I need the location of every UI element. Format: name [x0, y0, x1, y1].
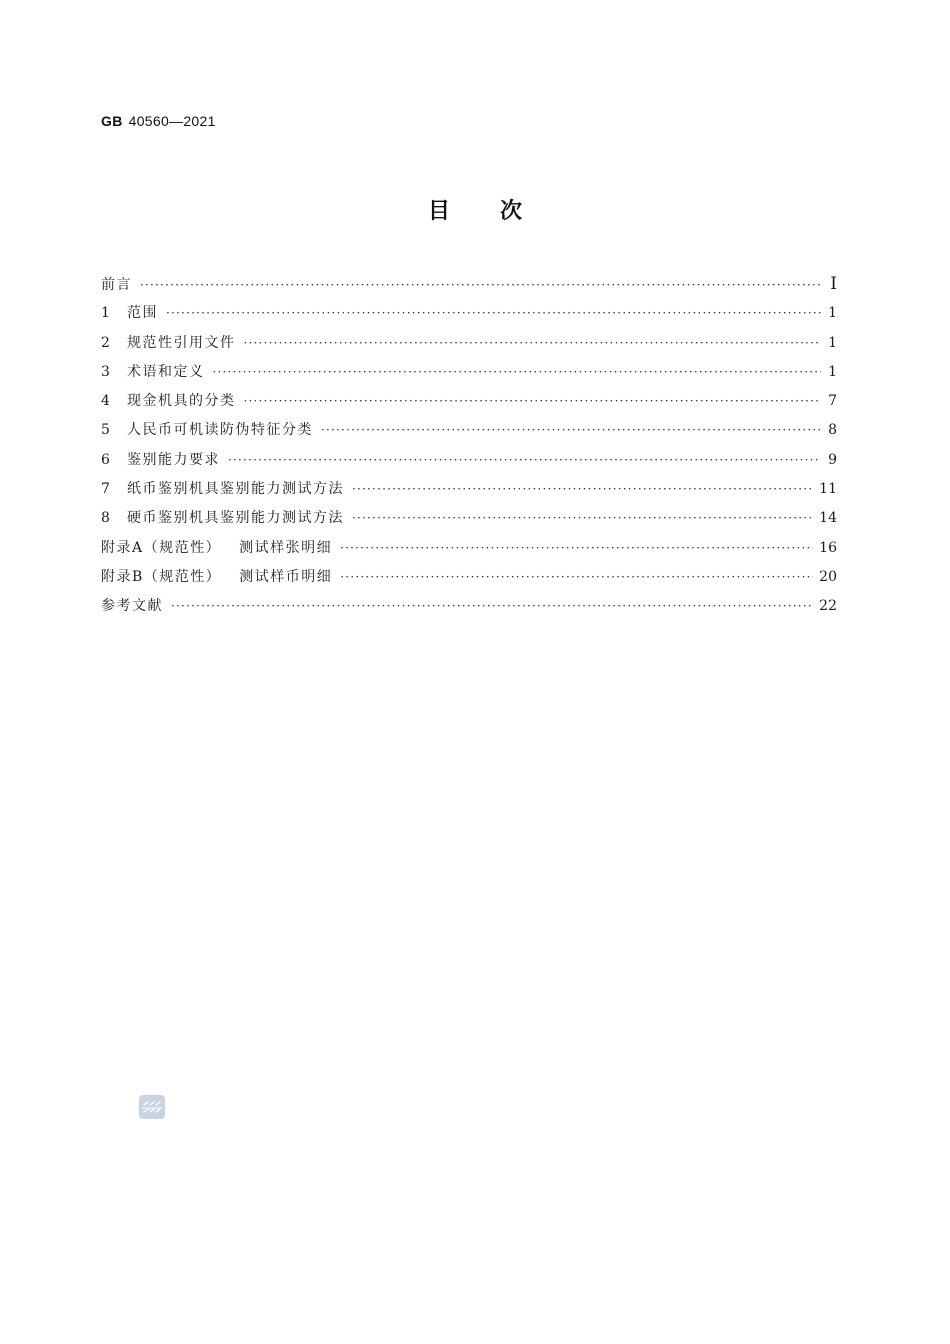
toc-entry-number: 8 [101, 510, 110, 527]
toc-entry-number: 1 [101, 305, 110, 322]
toc-entry-scope[interactable] [101, 299, 837, 328]
toc-list [101, 270, 837, 622]
toc-entry-number: 3 [101, 363, 110, 380]
toc-leader-dots [340, 563, 813, 592]
toc-entry-label: 人民币可机读防伪特征分类 [127, 422, 313, 439]
toc-entry-page: Ⅰ [830, 274, 837, 294]
toc-leader-dots [213, 358, 822, 387]
toc-entry-page: 1 [828, 334, 837, 351]
sac-logo-icon [139, 1095, 165, 1119]
toc-entry-page: 20 [819, 568, 837, 585]
toc-entry-number: 4 [101, 393, 110, 410]
toc-entry-classification[interactable] [101, 387, 837, 416]
toc-entry-number: 7 [101, 481, 110, 498]
standard-code-prefix: GB [101, 113, 123, 129]
standard-code [101, 113, 216, 129]
toc-entry-label: 范围 [127, 305, 158, 322]
toc-entry-label: 鉴别能力要求 [127, 451, 220, 468]
toc-entry-page: 9 [828, 451, 837, 468]
standard-code-number: 40560—2021 [128, 113, 216, 129]
toc-annex-title: 测试样张明细 [239, 539, 333, 556]
toc-entry-page: 16 [819, 539, 837, 556]
toc-leader-dots [340, 534, 813, 563]
toc-entry-security-features[interactable] [101, 416, 837, 445]
toc-entry-label: 术语和定义 [127, 363, 205, 380]
toc-entry-label: 现金机具的分类 [127, 393, 236, 410]
toc-entry-label: 参考文献 [101, 598, 163, 615]
toc-entry-label: 纸币鉴别机具鉴别能力测试方法 [127, 481, 344, 498]
toc-entry-page: 8 [828, 422, 837, 439]
toc-entry-page: 1 [828, 305, 837, 322]
toc-entry-label [101, 534, 332, 563]
toc-leader-dots [352, 504, 813, 533]
toc-entry-number: 6 [101, 451, 110, 468]
toc-leader-dots [244, 387, 822, 416]
toc-leader-dots [140, 271, 821, 300]
toc-annex-label: 附录A（规范性） [101, 539, 222, 556]
toc-entry-number: 5 [101, 422, 110, 439]
toc-entry-page: 22 [819, 598, 837, 615]
toc-entry-number: 2 [101, 334, 110, 351]
toc-leader-dots [171, 592, 813, 621]
toc-entry-normative-references[interactable] [101, 329, 837, 358]
toc-leader-dots [244, 329, 822, 358]
toc-entry-label: 前言 [101, 277, 132, 293]
toc-entry-banknote-test-method[interactable] [101, 475, 837, 504]
toc-entry-terms-definitions[interactable] [101, 358, 837, 387]
toc-entry-label [101, 563, 332, 592]
toc-entry-label: 规范性引用文件 [127, 334, 236, 351]
toc-leader-dots [321, 416, 821, 445]
toc-leader-dots [166, 299, 821, 328]
toc-entry-foreword[interactable] [101, 270, 837, 299]
toc-annex-label: 附录B（规范性） [101, 568, 222, 585]
toc-entry-bibliography[interactable] [101, 592, 837, 621]
toc-entry-page: 14 [819, 510, 837, 527]
toc-entry-page: 7 [828, 393, 837, 410]
toc-entry-annex-b[interactable] [101, 563, 837, 592]
toc-entry-capability-requirements[interactable] [101, 446, 837, 475]
toc-entry-coin-test-method[interactable] [101, 504, 837, 533]
toc-annex-title: 测试样币明细 [239, 568, 333, 585]
toc-entry-page: 11 [819, 481, 837, 498]
toc-leader-dots [352, 475, 813, 504]
toc-title: 目次 [427, 199, 572, 224]
toc-entry-page: 1 [828, 363, 837, 380]
toc-leader-dots [228, 446, 821, 475]
toc-entry-label: 硬币鉴别机具鉴别能力测试方法 [127, 510, 344, 527]
toc-entry-annex-a[interactable] [101, 534, 837, 563]
